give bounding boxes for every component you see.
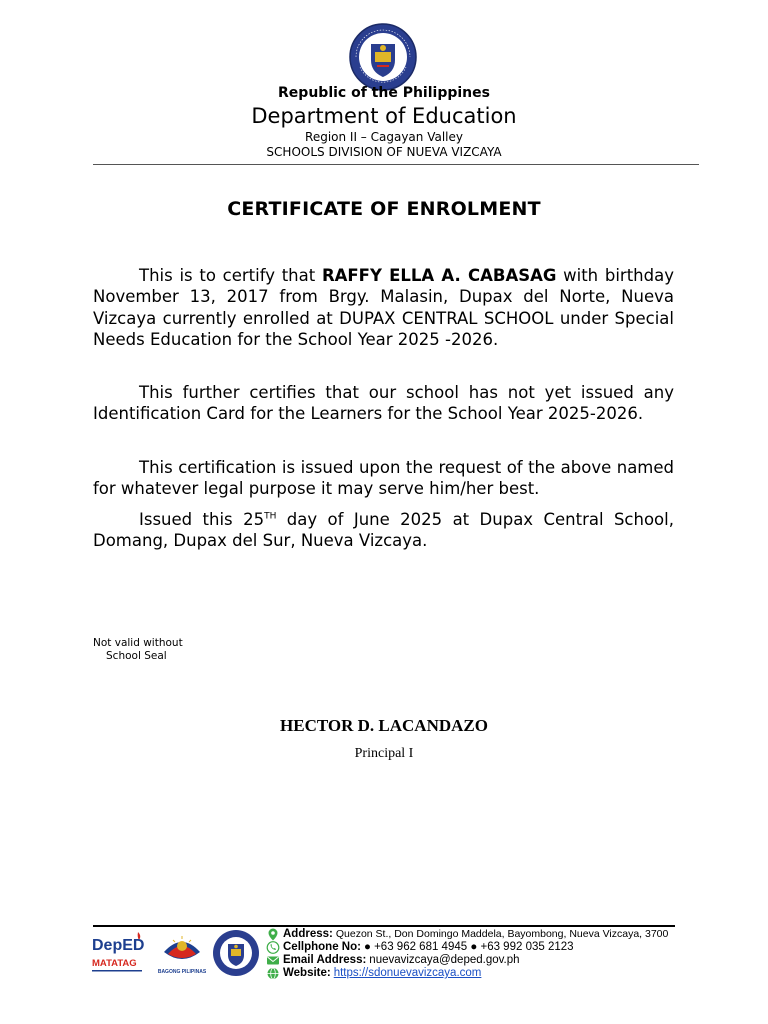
certificate-title: CERTIFICATE OF ENROLMENT [227, 198, 541, 220]
header-republic: Republic of the Philippines [278, 85, 490, 101]
student-name: RAFFY ELLA A. CABASAG [321, 266, 557, 285]
deped-seal-small-logo [211, 928, 261, 978]
email-label: Email Address: [283, 954, 367, 966]
globe-icon [266, 967, 280, 980]
bagong-wordmark: BAGONG PILIPINAS [158, 969, 206, 975]
signatory-name: HECTOR D. LACANDAZO [280, 716, 488, 735]
header-division: SCHOOLS DIVISION OF NUEVA VIZCAYA [266, 145, 502, 159]
footer-phone-row [266, 941, 668, 954]
footer-divider [93, 925, 675, 927]
address-label: Address: [283, 928, 333, 940]
phone-icon [266, 941, 280, 954]
deped-seal-logo [348, 22, 418, 92]
p4-rest: day of June 2025 at Dupax Central School, Domang, Dupax del Sur, Nueva Vizcaya. [93, 510, 674, 551]
header-department: Department of Education [251, 104, 517, 128]
matatag-wordmark: MATATAG [92, 958, 137, 969]
body-paragraph-4 [93, 509, 674, 552]
p4-superscript: TH [264, 511, 277, 522]
p3-text: This certification is issued upon the request of the above named for whatever legal purpose it may serve him/her best. [93, 458, 674, 499]
p1-intro: This is to certify that [139, 266, 322, 285]
body-paragraph-2 [93, 382, 674, 425]
deped-wordmark: DepED [92, 937, 145, 954]
p4-intro: Issued this 25 [139, 510, 265, 529]
location-pin-icon [266, 928, 280, 941]
address-value: Quezon St., Don Domingo Maddela, Bayombong, Nueva Vizcaya, 3700 [335, 928, 669, 940]
deped-matatag-logo [92, 930, 148, 976]
seal-note-line1: Not valid without [93, 637, 183, 649]
website-label: Website: [283, 967, 331, 979]
signatory-title: Principal I [354, 746, 414, 761]
bagong-pilipinas-logo [158, 930, 206, 976]
footer-address-row [266, 928, 668, 941]
p2-text: This further certifies that our school has not yet issued any Identification Card for the Learners for the School Year 2025-2026. [93, 383, 674, 424]
seal-note-line2: School Seal [106, 650, 167, 662]
website-link[interactable]: https://sdonuevavizcaya.com [333, 967, 482, 979]
email-value: nuevavizcaya@deped.gov.ph [369, 954, 520, 966]
body-paragraph-1 [93, 265, 674, 351]
seal-note [93, 637, 183, 663]
footer-website-row [266, 967, 668, 980]
p1-rest: with birthday November 13, 2017 from Brgy. Malasin, Dupax del Norte, Nueva Vizcaya currently enrolled at DUPAX CENTRAL SCHOOL under Special Needs Education for the School Year 2025 -2026. [93, 266, 674, 350]
email-icon [266, 954, 280, 967]
body-paragraph-3 [93, 457, 674, 500]
cellphone-value: ● +63 962 681 4945 ● +63 992 035 2123 [363, 941, 574, 953]
header-divider [93, 164, 699, 165]
footer-email-row [266, 954, 668, 967]
header-region: Region II – Cagayan Valley [305, 130, 463, 144]
cellphone-label: Cellphone No: [283, 941, 361, 953]
footer-contact-info [266, 928, 668, 980]
